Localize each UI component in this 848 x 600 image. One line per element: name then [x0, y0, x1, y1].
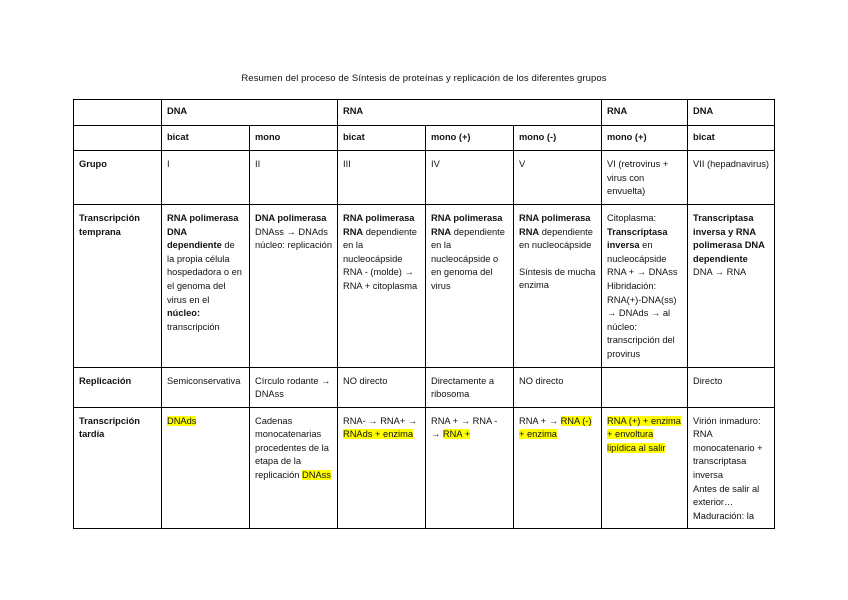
row-transcripcion-tardia	[74, 407, 775, 529]
cell-temprana-1-bold: RNA polimerasa DNA dependiente	[167, 212, 239, 251]
cell-tardia-7-line-3: Maduración: la	[693, 510, 755, 521]
cell-tardia-1	[162, 407, 250, 529]
cell-grupo-7: VII (hepadnavirus)	[688, 151, 775, 205]
cell-tardia-6-highlight: RNA (+) + enzima + envoltura lipídica al salir	[607, 415, 681, 453]
cell-temprana-7	[688, 204, 775, 367]
subheader-mono-plus-1: mono (+)	[426, 125, 514, 151]
cell-temprana-4	[426, 204, 514, 367]
subheader-bicat-3: bicat	[688, 125, 775, 151]
row-label-transcripcion-temprana: Transcripción temprana	[74, 204, 162, 367]
cell-temprana-1-text-2: transcripción	[167, 321, 220, 332]
cell-grupo-2: II	[250, 151, 338, 205]
header-dna-1: DNA	[162, 100, 338, 126]
cell-temprana-2	[250, 204, 338, 367]
cell-temprana-1-bold-2: núcleo:	[167, 308, 201, 319]
row-label-grupo: Grupo	[74, 151, 162, 205]
row-transcripcion-temprana	[74, 204, 775, 367]
cell-temprana-6-bold: Transcriptasa inversa	[607, 226, 668, 251]
cell-temprana-5-bold: RNA polimerasa RNA	[519, 212, 591, 237]
cell-replicacion-5: NO directo	[514, 367, 602, 407]
row-replicacion	[74, 367, 775, 407]
subheader-bicat-2: bicat	[338, 125, 426, 151]
cell-temprana-4-bold: RNA polimerasa RNA	[431, 212, 503, 237]
cell-replicacion-7: Directo	[688, 367, 775, 407]
subheader-mono-minus: mono (-)	[514, 125, 602, 151]
cell-temprana-5-note: Síntesis de mucha enzima	[519, 266, 596, 291]
cell-grupo-3: III	[338, 151, 426, 205]
cell-temprana-2-bold: DNA polimerasa	[255, 212, 327, 223]
header-dna-2: DNA	[688, 100, 775, 126]
cell-temprana-1	[162, 204, 250, 367]
header-rna-1: RNA	[338, 100, 602, 126]
cell-grupo-1: I	[162, 151, 250, 205]
cell-tardia-7	[688, 407, 775, 529]
cell-replicacion-6	[602, 367, 688, 407]
page-title: Resumen del proceso de Síntesis de proteínas y replicación de los diferentes grupos	[241, 73, 607, 84]
subheader-bicat-1: bicat	[162, 125, 250, 151]
cell-temprana-3-bold: RNA polimerasa RNA	[343, 212, 415, 237]
row-label-transcripcion-tardia: Transcripción tardía	[74, 407, 162, 529]
cell-grupo-6: VI (retrovirus + virus con envuelta)	[602, 151, 688, 205]
header-corner	[74, 100, 162, 126]
summary-table	[73, 99, 775, 529]
cell-grupo-5: V	[514, 151, 602, 205]
cell-temprana-5	[514, 204, 602, 367]
cell-tardia-4	[426, 407, 514, 529]
header-row-sub	[74, 125, 775, 151]
cell-tardia-5-text: RNA + →	[519, 415, 561, 426]
cell-tardia-3-text: RNA- → RNA+ →	[343, 415, 418, 426]
cell-tardia-4-highlight: RNA +	[442, 429, 471, 440]
cell-grupo-4: IV	[426, 151, 514, 205]
cell-tardia-7-line-1: Virión inmaduro: RNA monocatenario + transcriptasa inversa	[693, 415, 763, 481]
cell-temprana-3	[338, 204, 426, 367]
subheader-corner	[74, 125, 162, 151]
row-grupo	[74, 151, 775, 205]
cell-tardia-3	[338, 407, 426, 529]
cell-tardia-2-text: Cadenas monocatenarias procedentes de la etapa de la replicación	[255, 415, 329, 481]
cell-tardia-2-highlight: DNAss	[302, 470, 331, 481]
cell-temprana-2-text: DNAss → DNAds núcleo: replicación	[255, 226, 333, 251]
cell-tardia-5	[514, 407, 602, 529]
cell-tardia-7-line-2: Antes de salir al exterior…	[693, 483, 760, 508]
cell-temprana-3-text: dependiente en la nucleocápside RNA - (molde) → RNA + citoplasma	[343, 226, 418, 291]
cell-temprana-1-text: de la propia célula hospedadora o en el genoma del virus en el	[167, 240, 242, 305]
cell-temprana-4-text: dependiente en la nucleocápside o en genoma del virus	[431, 226, 505, 291]
header-row-top	[74, 100, 775, 126]
cell-temprana-5-text: dependiente en nucleocápside	[519, 226, 593, 251]
cell-replicacion-3: NO directo	[338, 367, 426, 407]
cell-replicacion-4: Directamente a ribosoma	[426, 367, 514, 407]
cell-replicacion-1: Semiconservativa	[162, 367, 250, 407]
cell-temprana-6-text-2: en nucleocápside RNA + → DNAss Hibridación: RNA(+)-DNA(ss) → DNAds → al núcleo: transcripción del provirus	[607, 240, 678, 359]
header-rna-2: RNA	[602, 100, 688, 126]
cell-tardia-2	[250, 407, 338, 529]
cell-replicacion-2: Círculo rodante → DNAss	[250, 367, 338, 407]
cell-temprana-7-bold: Transcriptasa inversa y RNA polimerasa DNA dependiente	[693, 212, 765, 264]
subheader-mono-plus-2: mono (+)	[602, 125, 688, 151]
cell-temprana-6	[602, 204, 688, 367]
cell-tardia-3-highlight: RNAds + enzima	[343, 429, 414, 440]
row-label-replicacion: Replicación	[74, 367, 162, 407]
cell-tardia-6	[602, 407, 688, 529]
cell-temprana-6-text: Citoplasma:	[607, 212, 657, 223]
cell-tardia-1-highlight: DNAds	[167, 415, 197, 426]
cell-temprana-7-text: DNA → RNA	[693, 267, 747, 278]
cell-tardia-5-highlight: RNA (-) + enzima	[519, 415, 592, 440]
cell-tardia-4-text: RNA + → RNA - →	[431, 415, 498, 440]
subheader-mono-1: mono	[250, 125, 338, 151]
